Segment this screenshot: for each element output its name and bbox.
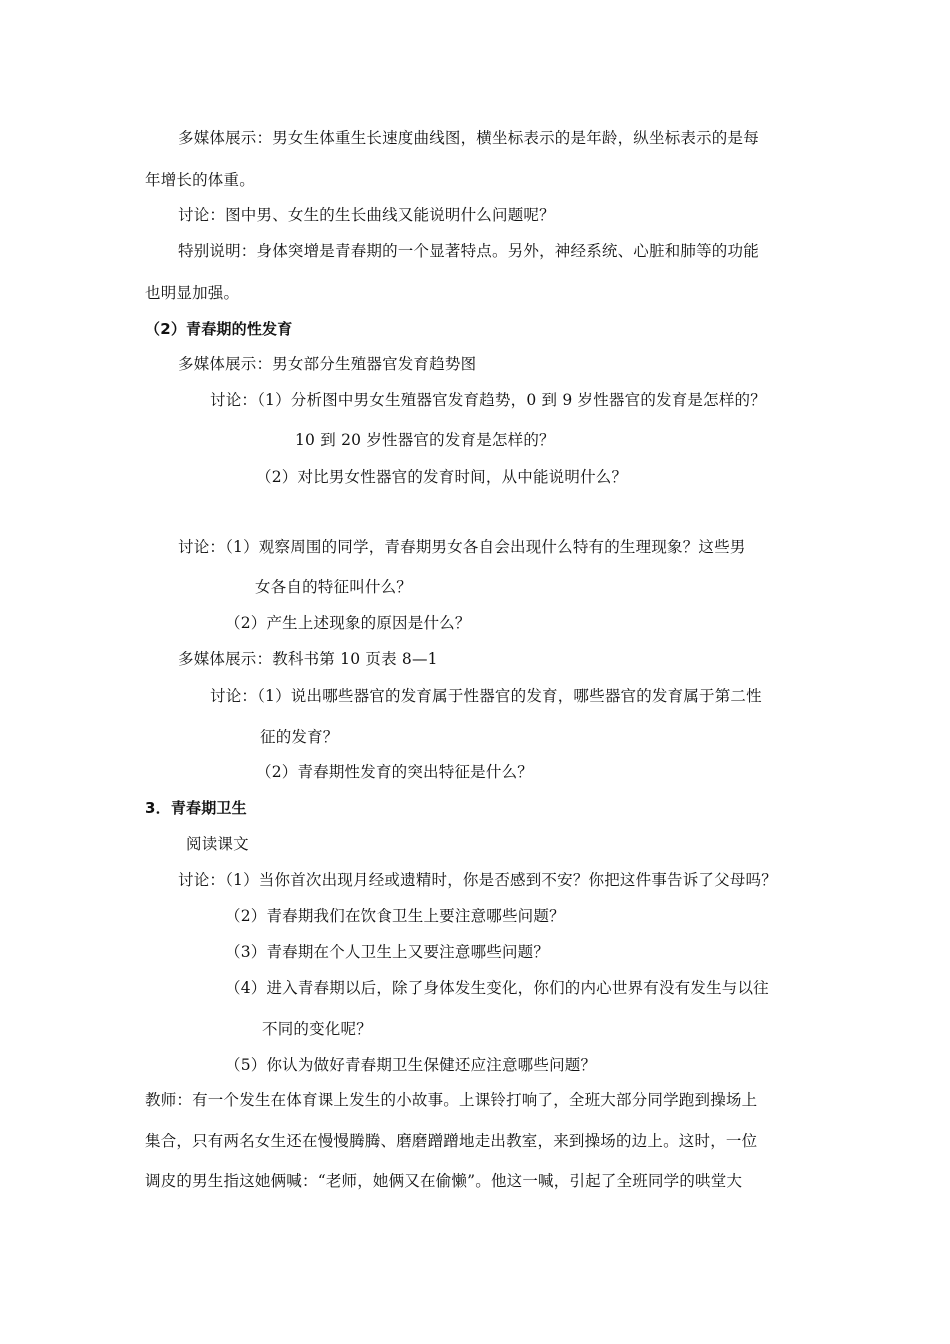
text-line: 10 到 20 岁性器官的发育是怎样的？ [295,431,555,449]
text-line: 讨论：（1）当你首次出现月经或遗精时，你是否感到不安？你把这件事告诉了父母吗？ [178,871,777,889]
text-line: 也明显加强。 [145,284,240,302]
section-heading: （2）青春期的性发育 [145,320,293,338]
text-line: 讨论：（1）说出哪些器官的发育属于性器官的发育，哪些器官的发育属于第二性 [210,687,762,705]
text-line: 多媒体展示：教科书第 10 页表 8—1 [178,650,438,668]
section-heading: 3．青春期卫生 [145,799,247,817]
text-line: （2）产生上述现象的原因是什么？ [225,614,471,632]
text-line: 讨论：（1）分析图中男女生殖器官发育趋势，0 到 9 岁性器官的发育是怎样的？ [210,391,766,409]
text-line: （3）青春期在个人卫生上又要注意哪些问题？ [225,943,550,961]
text-line: （2）青春期我们在饮食卫生上要注意哪些问题？ [225,907,565,925]
text-line: 阅读课文 [186,835,249,853]
text-line: 年增长的体重。 [145,171,255,189]
text-line: 教师：有一个发生在体育课上发生的小故事。上课铃打响了，全班大部分同学跑到操场上 [145,1091,758,1109]
text-line: 多媒体展示：男女生体重生长速度曲线图，横坐标表示的是年龄，纵坐标表示的是每 [178,129,759,147]
text-line: 特别说明：身体突增是青春期的一个显著特点。另外，神经系统、心脏和肺等的功能 [178,242,759,260]
text-line: 讨论：（1）观察周围的同学，青春期男女各自会出现什么特有的生理现象？这些男 [178,538,746,556]
text-line: （2）对比男女性器官的发育时间，从中能说明什么？ [256,468,628,486]
text-line: 征的发育？ [260,728,339,746]
text-line: 集合，只有两名女生还在慢慢腾腾、磨磨蹭蹭地走出教室，来到操场的边上。这时，一位 [145,1132,758,1150]
text-line: （2）青春期性发育的突出特征是什么？ [256,763,533,781]
text-line: 女各自的特征叫什么？ [255,578,413,596]
text-line: 调皮的男生指这她俩喊：“老师，她俩又在偷懒”。他这一喊，引起了全班同学的哄堂大 [145,1172,743,1190]
text-line: 讨论：图中男、女生的生长曲线又能说明什么问题呢？ [178,206,555,224]
text-line: 不同的变化呢？ [262,1020,372,1038]
text-line: 多媒体展示：男女部分生殖器官发育趋势图 [178,355,477,373]
text-line: （5）你认为做好青春期卫生保健还应注意哪些问题？ [225,1056,597,1074]
text-line: （4）进入青春期以后，除了身体发生变化，你们的内心世界有没有发生与以往 [225,979,769,997]
